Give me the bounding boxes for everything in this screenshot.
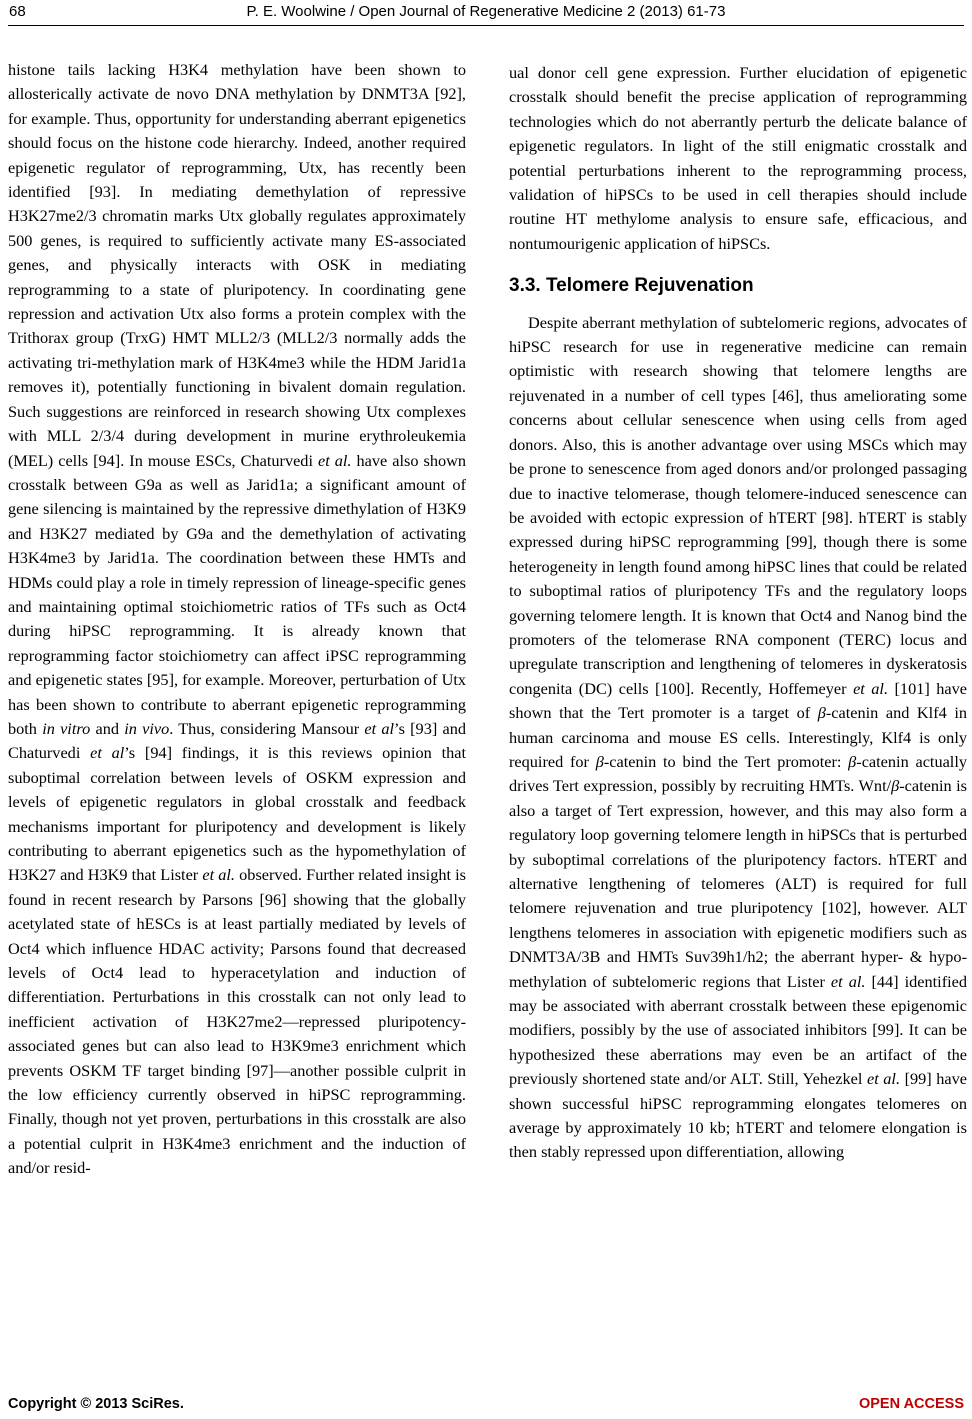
body-paragraph: histone tails lacking H3K4 methylation have been shown to allosterically activate de novo DNA methylation by DNMT3A [92], for example. Thus, opportunity for understanding aberrant epigenetics should focus on the histone code hierarchy. Indeed, another required epigenetic regulator of reprogramming, Utx, has recently been identified [93]. In mediating demethylation of repressive H3K27me2/3 chromatin marks Utx globally regulates approximately 500 genes, is required to sufficiently activate many ES-associated genes, and physically interacts with OSK in mediating reprogramming to a state of pluripotency. In coordinating gene repression and activation Utx also forms a protein complex with the Trithorax group (TrxG) HMT MLL2/3 (MLL2/3 normally adds the activating tri-methylation mark of H3K4me3 while the HDM Jarid1a removes it), potentially functioning in bivalent domain regulation. Such suggestions are reinforced in research showing Utx complexes with MLL 2/3/4 during development in murine erythroleukemia (MEL) cells [94]. In mouse ESCs, Chaturvedi et al. have also shown crosstalk between G9a as well as Jarid1a; a significant amount of gene silencing is maintained by the repressive dimethylation of H3K9 and H3K27 mediated by G9a and the demethylation of activating H3K4me3 by Jarid1a. The coordination between these HMTs and HDMs could play a role in timely repression of lineage-specific genes and maintaining optimal stoichiometric ratios of TFs such as Oct4 during hiPSC reprogramming. It is already known that reprogramming factor stoichiometry can affect iPSC reprogramming and epigenetic states [95], for example. Moreover, perturbation of Utx has been shown to contribute to aberrant epigenetic reprogramming both in vitro and in vivo. Thus, considering Mansour et al’s [93] and Chaturvedi et al’s [94] findings, it is this reviews opinion that suboptimal correlation between levels of OSKM expression and levels of epigenetic regulators in global crosstalk and feedback mechanisms important for pluripotency and development is likely contributing to aberrant epigenetics such as the hypomethylation of H3K27 and H3K9 that Lister et al. observed. Further related insight is found in recent research by Parsons [96] showing that the globally acetylated state of hESCs is at least partially mediated by levels of Oct4 which influence HDAC activity; Parsons found that decreased levels of Oct4 lead to hyperacetylation and induction of differentiation. Perturbations in this crosstalk can not only lead to inefficient activation of H3K27me2—repressed pluripotency-associated genes but can also lead to H3K9me3 enrichment which prevents OSKM TF target binding [97]—another possible culprit in the low efficiency currently observed in hiPSC reprogramming. Finally, though not yet proven, perturbations in this crosstalk are also a potential culprit in H3K4me3 enrichment and the induction of and/or resid- (8, 60, 467, 1178)
right-column (509, 61, 967, 1165)
copyright-notice: Copyright © 2013 SciRes. (8, 1396, 184, 1412)
body-paragraph: Despite aberrant methylation of subtelomeric regions, advocates of hiPSC research for use in regenerative medicine can remain optimistic with research showing that telomere lengths are rejuvenated in a number of cell types [46], thus ameliorating some concerns about cellular senescence when using cells from aged donors. Also, this is another advantage over using MSCs which may be prone to senescence from aged donors and/or prolonged passaging due to inactive telomerase, though telomere-induced senescence can be avoided with ectopic expression of hTERT [98]. hTERT is stably expressed during hiPSC reprogramming [99], though there is some heterogeneity in length found among hiPSC lines that could be related to suboptimal ratios of pluripotency TFs and the regulatory loops governing telomere length. It is known that Oct4 and Nanog bind the promoters of the telomerase RNA component (TERC) locus and upregulate transcription and lengthening of telomeres in dyskeratosis congenita (DC) cells [100]. Recently, Hoffemeyer et al. [101] have shown that the Tert promoter is a target of β-catenin and Klf4 in human carcinoma and mouse ES cells. Interestingly, Klf4 is only required for β-catenin to bind the Tert promoter: β-catenin actually drives Tert expression, possibly by recruiting HMTs. Wnt/β-catenin is also a target of Tert expression, however, and this may also form a regulatory loop governing telomere length in hiPSCs that is perturbed by suboptimal correlations of the pluripotency factors. hTERT and alternative lengthening of telomeres (ALT) is required for full telomere rejuvenation and true pluripotency [102], however. ALT lengthens telomeres in association with epigenetic modifiers such as DNMT3A/3B and HMTs Suv39h1/h2; the aberrant hyper- & hypo-methylation of subtelomeric regions that Lister et al. [44] identified may be associated with aberrant crosstalk between these epigenomic modifiers, possibly by the use of associated inhibitors [99]. It can be hypothesized these aberrations may even be an artifact of the previously shortened state and/or ALT. Still, Yehezkel et al. [99] have shown successful hiPSC reprogramming elongates telomeres on average by approximately 10 kb; hTERT and telomere elongation is then stably repressed upon differentiation, allowing (509, 312, 968, 1162)
page-footer (0, 1396, 972, 1418)
header-rule (8, 25, 964, 26)
running-title: P. E. Woolwine / Open Journal of Regenerative Medicine 2 (2013) 61-73 (246, 3, 726, 20)
page-number: 68 (9, 3, 26, 20)
left-column (8, 58, 466, 1181)
section-heading: 3.3. Telomere Rejuvenation (509, 275, 754, 297)
open-access-label: OPEN ACCESS (858, 1396, 964, 1412)
page-header (0, 0, 972, 28)
body-paragraph: ual donor cell gene expression. Further elucidation of epigenetic crosstalk should benefit the precise application of reprogramming technologies which do not aberrantly perturb the delicate balance of epigenetic regulators. In light of the still enigmatic crosstalk and potential perturbations inherent to the reprogramming process, validation of hiPSCs to be used in cell therapies should include routine HT methylome analysis to ensure safe, efficacious, and nontumourigenic application of hiPSCs. (509, 63, 967, 253)
